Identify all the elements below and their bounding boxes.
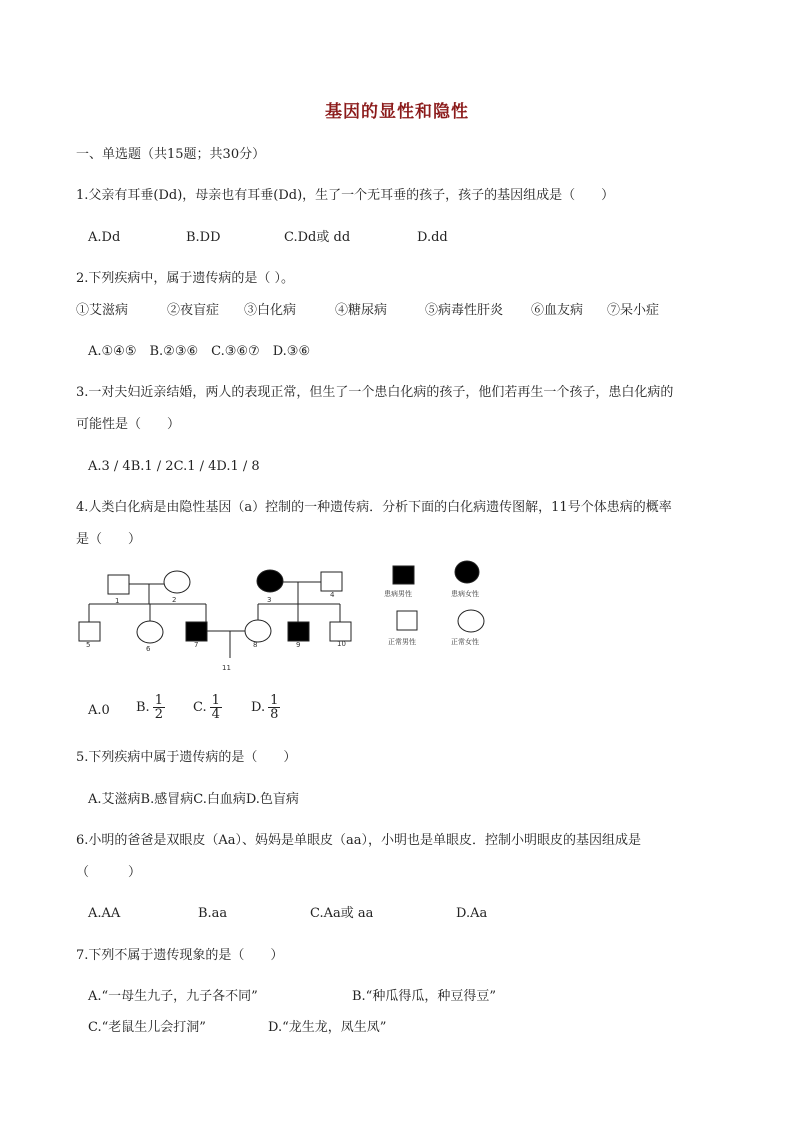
individual-4-normal-male: [321, 572, 342, 591]
label-9: 9: [296, 641, 301, 649]
label-10: 10: [337, 640, 346, 648]
q7-option-b: B.“种瓜得瓜，种豆得豆”: [352, 989, 496, 1004]
question-7-text: 7.下列不属于遗传现象的是（ ）: [76, 948, 284, 963]
fraction-d: $\frac{1}{8}$: [270, 693, 279, 722]
label-2: 2: [172, 596, 177, 604]
section-heading: 一、单选题（共15题；共30分）: [76, 147, 266, 162]
question-6-line-2: （ ）: [76, 865, 142, 880]
individual-7-affected-male: [186, 622, 207, 641]
legend-affected-male: 患病男性: [384, 590, 412, 598]
q6-option-c: C.Aa或 aa: [310, 906, 374, 921]
question-4-line-1: 4.人类白化病是由隐性基因（a）控制的一种遗传病．分析下面的白化病遗传图解，11号个体患病的概率: [76, 500, 672, 515]
label-7: 7: [194, 641, 199, 649]
page-title: 基因的显性和隐性: [325, 102, 469, 122]
question-3-line-1: 3.一对夫妇近亲结婚，两人的表现正常，但生了一个患白化病的孩子，他们若再生一个孩子，患白化病的: [76, 385, 674, 400]
individual-3-affected-female: [257, 570, 283, 592]
q1-option-b: B.DD: [186, 230, 221, 245]
pedigree-diagram: [70, 560, 510, 680]
fraction-b: $\frac{1}{2}$: [154, 693, 163, 722]
legend-normal-female: 正常女性: [451, 638, 479, 646]
q6-option-d: D.Aa: [456, 906, 488, 921]
label-8: 8: [253, 641, 258, 649]
label-11: 11: [222, 664, 231, 672]
individual-10-normal-male: [330, 622, 351, 641]
label-6: 6: [146, 645, 151, 653]
individual-2-normal-female: [164, 571, 190, 593]
q7-option-d: D.“龙生龙，凤生凤”: [268, 1020, 387, 1035]
q4-option-c: C. $\frac{1}{4}$: [193, 693, 220, 722]
q4-option-b: B. $\frac{1}{2}$: [136, 693, 163, 722]
question-1-text: 1.父亲有耳垂(Dd)，母亲也有耳垂(Dd)，生了一个无耳垂的孩子，孩子的基因组成是（ ）: [76, 188, 615, 203]
q7-option-c: C.“老鼠生儿会打洞”: [88, 1020, 206, 1035]
individual-8-normal-female: [245, 620, 271, 642]
legend-affected-female: 患病女性: [451, 590, 479, 598]
q2-item-1: ①艾滋病: [76, 303, 129, 318]
q6-option-b: B.aa: [198, 906, 228, 921]
question-6-line-1: 6.小明的爸爸是双眼皮（Aa）、妈妈是单眼皮（aa），小明也是单眼皮．控制小明眼皮的基因组成是: [76, 833, 642, 848]
q1-option-d: D.dd: [417, 230, 448, 245]
fraction-c: $\frac{1}{4}$: [211, 693, 220, 722]
question-2-text: 2.下列疾病中，属于遗传病的是（ ）。: [76, 271, 295, 286]
q2-item-6: ⑥血友病: [531, 303, 584, 318]
individual-9-affected-male: [288, 622, 309, 641]
question-4-line-2: 是（ ）: [76, 532, 142, 547]
q2-item-5: ⑤病毒性肝炎: [425, 303, 504, 318]
q7-option-a: A.“一母生九子，九子各不同”: [88, 989, 258, 1004]
q2-item-3: ③白化病: [244, 303, 297, 318]
label-4: 4: [330, 591, 335, 599]
q1-option-a: A.Dd: [88, 230, 121, 245]
individual-1-normal-male: [108, 575, 129, 594]
q5-options: A.艾滋病B.感冒病C.白血病D.色盲病: [88, 792, 299, 807]
q2-item-4: ④糖尿病: [335, 303, 388, 318]
label-5: 5: [86, 641, 91, 649]
q4-option-a: A.0: [88, 703, 110, 718]
individual-5-normal-male: [79, 622, 100, 641]
legend-normal-male-symbol: [397, 611, 417, 630]
legend-normal-female-symbol: [458, 610, 484, 632]
label-1: 1: [115, 597, 120, 605]
q4-option-d: D. $\frac{1}{8}$: [251, 693, 279, 722]
individual-6-normal-female: [137, 621, 163, 643]
legend-affected-female-symbol: [455, 561, 479, 583]
legend-affected-male-symbol: [393, 566, 414, 584]
q3-options: A.3 / 4B.1 / 2C.1 / 4D.1 / 8: [88, 459, 260, 474]
q1-option-c: C.Dd或 dd: [284, 230, 351, 245]
q6-option-a: A.AA: [88, 906, 121, 921]
question-5-text: 5.下列疾病中属于遗传病的是（ ）: [76, 750, 297, 765]
label-3: 3: [267, 596, 272, 604]
question-3-line-2: 可能性是（ ）: [76, 417, 181, 432]
q2-options: A.①④⑤ B.②③⑥ C.③⑥⑦ D.③⑥: [88, 344, 311, 359]
q2-item-2: ②夜盲症: [167, 303, 220, 318]
q2-item-7: ⑦呆小症: [607, 303, 660, 318]
legend-normal-male: 正常男性: [388, 638, 416, 646]
